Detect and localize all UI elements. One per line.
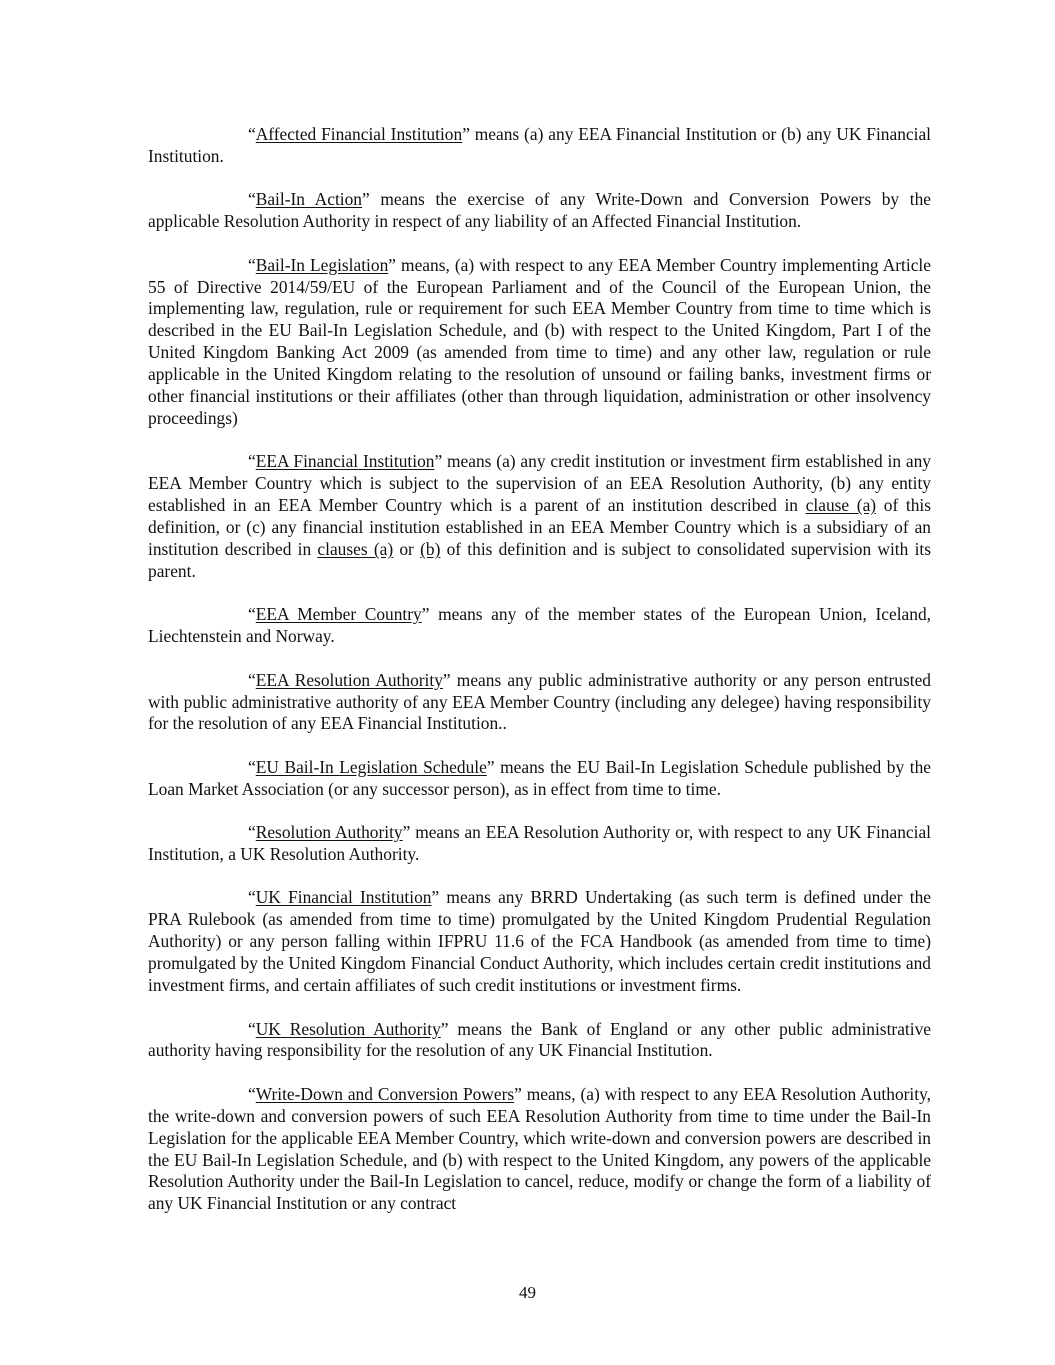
defined-term: UK Resolution Authority [255, 1018, 441, 1039]
page-number: 49 [519, 1283, 536, 1302]
open-quote: “ [248, 254, 256, 275]
definition-uk-financial-institution [148, 887, 931, 997]
defined-term: UK Financial Institution [255, 887, 432, 908]
open-quote: “ [248, 822, 256, 843]
definition-text: ” means any public administrative authority or any person entrusted with public administrative authority of any EEA Member Country (including any delegee) having responsibility for the resolution of any EEA Financial Institution.. [148, 669, 931, 734]
definition-text: ” means any of the member states of the European Union, Iceland, Liechtenstein and Norway. [148, 604, 931, 647]
clause-reference: (b) [420, 539, 441, 559]
definition-text: or [393, 539, 421, 559]
definition-text: ” means (a) any EEA Financial Institution or (b) any UK Financial Institution. [148, 124, 931, 166]
definition-text: ” means (a) any credit institution or investment firm established in any EEA Member Country which is subject to the supervision of an EEA Resolution Authority, (b) any entity established in an EEA Member Country which is a parent of an institution described in [148, 451, 931, 516]
clause-reference: clauses (a) [317, 539, 394, 559]
defined-term: EEA Resolution Authority [255, 669, 443, 690]
open-quote: “ [248, 1083, 256, 1104]
definition-text: of this definition, or (c) any financial institution established in an EEA Member Country which is a subsidiary of an institution described in [148, 495, 932, 559]
defined-term: Bail-In Legislation [255, 254, 389, 275]
definition-text: ” means, (a) with respect to any EEA Member Country implementing Article 55 of Directive 2014/59/EU of the European Parliament and of the Council of the European Union, the implementing law, regulation, rule or requirement for such EEA Member Country from time to time which is described in the EU Bail-In Legislation Schedule, and (b) with respect to the United Kingdom, Part I of the United Kingdom Banking Act 2009 (as amended from time to time) and any other law, regulation or rule applicable in the United Kingdom relating to the resolution of unsound or failing banks, investment firms or other financial institutions or their affiliates (other than through liquidation, administration or other insolvency proceedings) [148, 254, 931, 428]
definition-eea-member-country [148, 604, 931, 648]
definition-text: of this definition and is subject to consolidated supervision with its parent. [148, 539, 931, 581]
definition-text: ” means any BRRD Undertaking (as such term is defined under the PRA Rulebook (as amended from time to time) promulgated by the United Kingdom Prudential Regulation Authority) or any person falling within IFPRU 11.6 of the FCA Handbook (as amended from time to time) promulgated by the United Kingdom Financial Conduct Authority, which includes certain credit institutions and investment firms, and certain affiliates of such credit institutions or investment firms. [148, 887, 931, 996]
defined-term: EU Bail-In Legislation Schedule [255, 756, 487, 777]
definition-write-down-and-conversion-powers [148, 1084, 931, 1215]
clause-reference: clause (a) [805, 495, 877, 516]
open-quote: “ [248, 124, 256, 144]
definition-bail-in-action [148, 189, 931, 233]
definition-eea-resolution-authority [148, 670, 931, 736]
definition-bail-in-legislation [148, 255, 931, 430]
definition-uk-resolution-authority [148, 1019, 931, 1063]
open-quote: “ [248, 669, 256, 690]
definition-eu-bail-in-legislation-schedule [148, 757, 931, 801]
open-quote: “ [248, 756, 256, 777]
definition-eea-financial-institution [148, 451, 931, 582]
defined-term: Resolution Authority [255, 822, 403, 843]
open-quote: “ [248, 451, 256, 472]
defined-term: Bail-In Action [255, 189, 363, 210]
defined-term: Write-Down and Conversion Powers [255, 1083, 515, 1104]
defined-term: Affected Financial Institution [255, 124, 463, 144]
definition-text: ” means, (a) with respect to any EEA Resolution Authority, the write-down and conversion powers of such EEA Resolution Authority from time to time under the Bail-In Legislation for the applicable EEA Member Country, which write-down and conversion powers are described in the EU Bail-In Legislation Schedule, and (b) with respect to the United Kingdom, any powers of the applicable Resolution Authority under the Bail-In Legislation to cancel, reduce, modify or change the form of a liability of any UK Financial Institution or any contract [148, 1083, 932, 1214]
defined-term: EEA Member Country [255, 604, 422, 625]
definition-resolution-authority [148, 822, 931, 866]
definition-text: ” means an EEA Resolution Authority or, with respect to any UK Financial Institution, a UK Resolution Authority. [148, 822, 931, 865]
open-quote: “ [248, 604, 256, 625]
open-quote: “ [248, 1018, 256, 1039]
definition-affected-financial-institution [148, 124, 931, 168]
definitions-section [148, 124, 931, 1237]
definition-text: ” means the exercise of any Write-Down and Conversion Powers by the applicable Resolution Authority in respect of any liability of an Affected Financial Institution. [148, 189, 931, 232]
definition-text: ” means the Bank of England or any other public administrative authority having responsibility for the resolution of any UK Financial Institution. [148, 1018, 931, 1061]
open-quote: “ [248, 189, 256, 210]
open-quote: “ [248, 887, 256, 908]
defined-term: EEA Financial Institution [255, 451, 435, 472]
definition-text: ” means the EU Bail-In Legislation Schedule published by the Loan Market Association (or any successor person), as in effect from time to time. [148, 756, 931, 799]
